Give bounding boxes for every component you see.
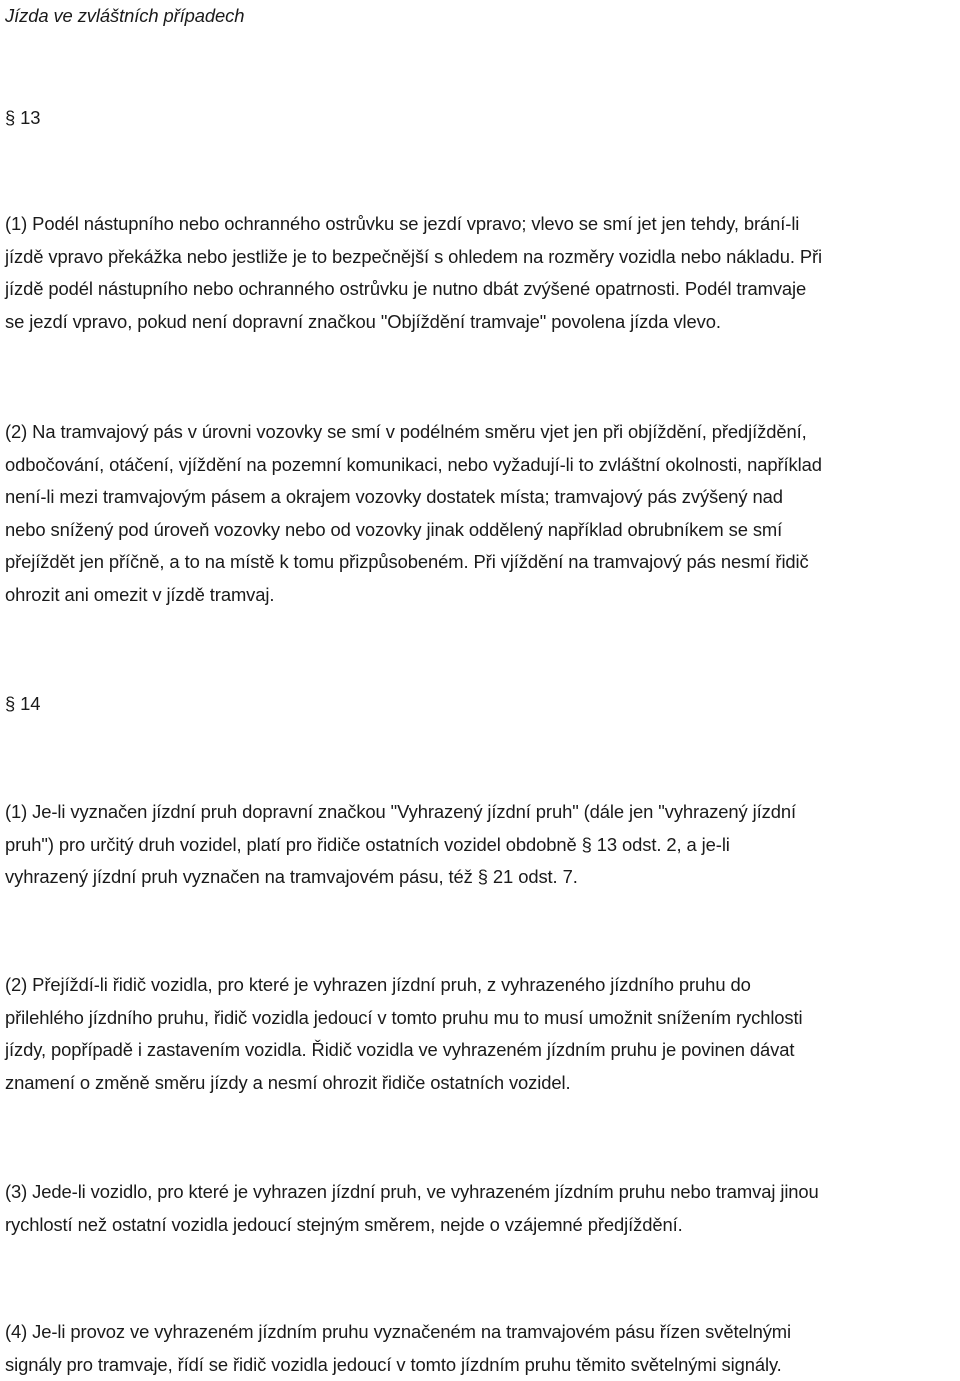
section-number: § 13	[5, 107, 41, 128]
text-line: rychlostí než ostatní vozidla jedoucí stejným směrem, nejde o vzájemné předjíždění.	[5, 1213, 683, 1235]
text-line: nebo snížený pod úroveň vozovky nebo od vozovky jinak oddělený například obrubníkem se smí	[5, 518, 783, 540]
text-line: jízdě vpravo překážka nebo jestliže je to bezpečnější s ohledem na rozměry vozidla nebo nákladu. Při	[5, 245, 823, 267]
text-line: není-li mezi tramvajovým pásem a okrajem vozovky dostatek místa; tramvajový pás zvýšený nad	[5, 486, 783, 508]
text-line: (4) Je-li provoz ve vyhrazeném jízdním pruhu vyznačeném na tramvajovém pásu řízen světelnými	[5, 1321, 792, 1342]
text-line: přilehlého jízdního pruhu, řidič vozidla jedoucí v tomto pruhu mu to musí umožnit snížením rychlosti	[5, 1006, 803, 1028]
title-line: Jízda ve zvláštních případech	[5, 5, 245, 26]
text-line: znamení o změně směru jízdy a nesmí ohrozit řidiče ostatních vozidel.	[5, 1071, 571, 1093]
page-title	[5, 0, 244, 33]
text-line: (3) Jede-li vozidlo, pro které je vyhrazen jízdní pruh, ve vyhrazeném jízdním pruhu nebo tramvaj jinou	[5, 1181, 819, 1202]
text-line: jízdy, popřípadě i zastavením vozidla. Řidič vozidla ve vyhrazeném jízdním pruhu je povinen dávat	[5, 1039, 795, 1061]
section-14-paragraph-4	[5, 1316, 791, 1381]
text-line: odbočování, otáčení, vjíždění na pozemní komunikaci, nebo vyžadují-li to zvláštní okolnosti, například	[5, 453, 822, 475]
section-14-heading	[5, 688, 40, 721]
text-line: ohrozit ani omezit v jízdě tramvaj.	[5, 583, 275, 605]
section-14-paragraph-1	[5, 796, 796, 894]
text-line: (1) Je-li vyznačen jízdní pruh dopravní značkou "Vyhrazený jízdní pruh" (dále jen "vyhrazený jízdní	[5, 801, 797, 822]
section-13-paragraph-2	[5, 416, 822, 612]
text-line: vyhrazený jízdní pruh vyznačen na tramvajovém pásu, též § 21 odst. 7.	[5, 866, 578, 888]
text-line: se jezdí vpravo, pokud není dopravní značkou "Objíždění tramvaje" povolena jízda vlevo.	[5, 310, 721, 332]
text-line: přejíždět jen příčně, a to na místě k tomu přizpůsobeném. Při vjíždění na tramvajový pás nesmí řidič	[5, 551, 809, 573]
text-line: (1) Podél nástupního nebo ochranného ostrůvku se jezdí vpravo; vlevo se smí jet jen tehdy, brání-li	[5, 213, 800, 234]
text-line: signály pro tramvaje, řídí se řidič vozidla jedoucí v tomto jízdním pruhu těmito světelnými signály.	[5, 1353, 782, 1375]
text-line: jízdě podél nástupního nebo ochranného ostrůvku je nutno dbát zvýšené opatrnosti. Podél tramvaje	[5, 278, 807, 300]
section-13-heading	[5, 102, 40, 135]
section-14-paragraph-3	[5, 1176, 819, 1241]
section-13-paragraph-1	[5, 208, 822, 338]
text-line: (2) Přejíždí-li řidič vozidla, pro které je vyhrazen jízdní pruh, z vyhrazeného jízdního pruhu do	[5, 974, 751, 995]
text-line: pruh") pro určitý druh vozidel, platí pro řidiče ostatních vozidel obdobně § 13 odst. 2, a je-li	[5, 833, 730, 855]
section-14-paragraph-2	[5, 969, 803, 1099]
text-line: (2) Na tramvajový pás v úrovni vozovky se smí v podélném směru vjet jen při objíždění, předjíždění,	[5, 421, 807, 442]
section-number: § 14	[5, 693, 41, 714]
